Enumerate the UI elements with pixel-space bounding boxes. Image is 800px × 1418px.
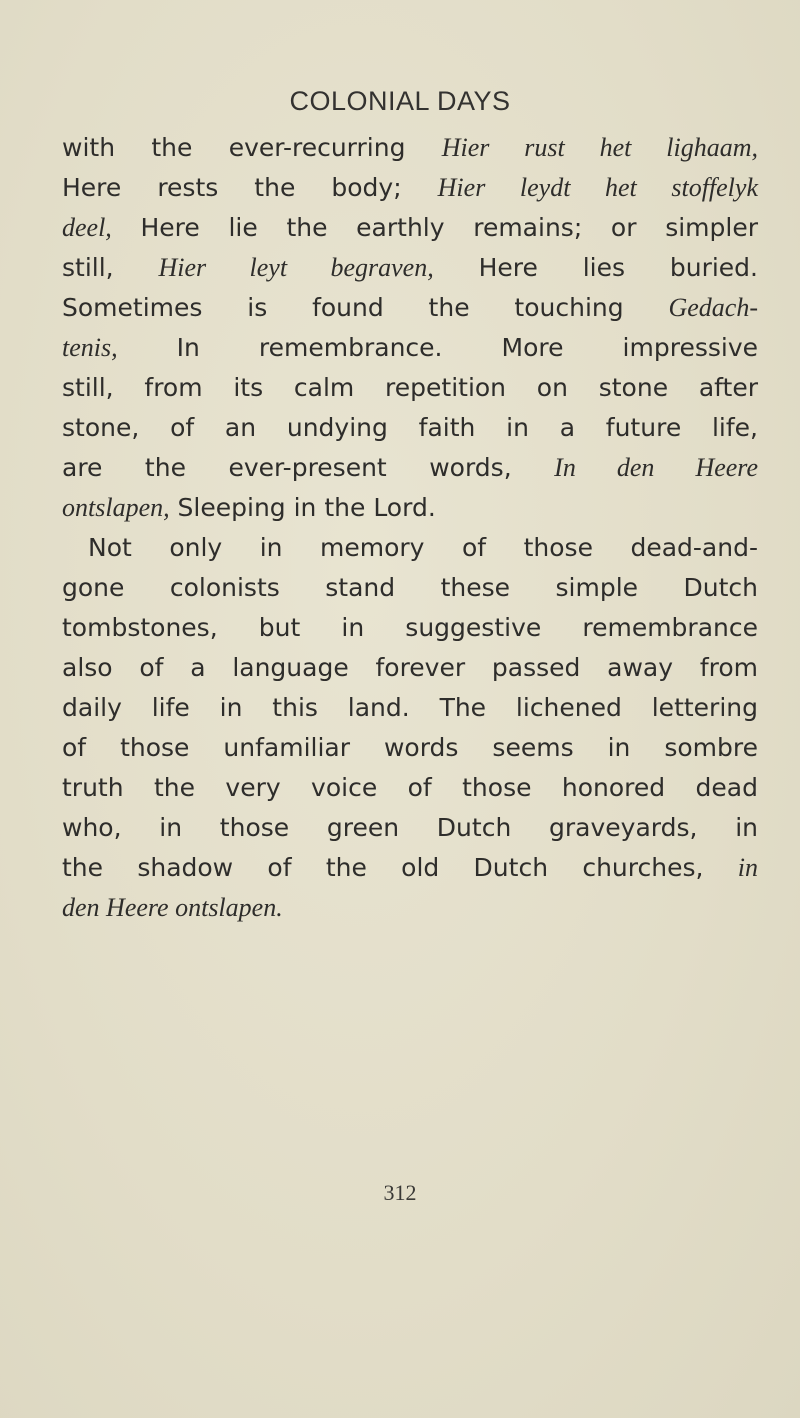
italic-dutch-phrase: in xyxy=(737,853,758,882)
italic-dutch-phrase: deel, xyxy=(62,213,112,242)
text-line: den Heere ontslapen. xyxy=(62,893,283,922)
page-number: 312 xyxy=(383,1180,417,1205)
italic-dutch-phrase: tenis, xyxy=(62,333,118,362)
italic-dutch-phrase: Hier leydt het stoffelyk xyxy=(437,173,758,202)
text-line xyxy=(62,128,758,168)
text-line: also of a language forever passed away from xyxy=(62,653,758,682)
text-line: Not only in memory of those dead-and- xyxy=(88,533,758,562)
text-line xyxy=(62,208,758,248)
text-line xyxy=(62,448,758,488)
text-span: with the ever-recurring xyxy=(62,133,442,162)
text-line xyxy=(62,328,758,368)
text-line xyxy=(62,848,758,888)
running-head: COLONIAL DAYS xyxy=(289,86,511,116)
italic-dutch-phrase: ontslapen, xyxy=(62,493,170,522)
text-line: still, from its calm repetition on stone after xyxy=(62,373,758,402)
text-line: daily life in this land. The lichened lettering xyxy=(62,693,758,722)
text-line: who, in those green Dutch graveyards, in xyxy=(62,813,758,842)
text-line xyxy=(62,248,758,288)
text-span: Sleeping in the Lord. xyxy=(169,493,436,522)
text-line: of those unfamiliar words seems in sombre xyxy=(62,733,758,762)
text-line: tombstones, but in suggestive remembrance xyxy=(62,613,758,642)
italic-dutch-phrase: Hier leyt begraven, xyxy=(158,253,434,282)
text-line: truth the very voice of those honored dead xyxy=(62,773,758,802)
text-line: gone colonists stand these simple Dutch xyxy=(62,573,758,602)
paragraph-1 xyxy=(62,128,758,528)
text-span: still, xyxy=(62,253,159,282)
text-span: In remembrance. More impressive xyxy=(117,333,758,362)
paragraph-2 xyxy=(62,528,758,928)
text-line xyxy=(62,488,758,528)
italic-dutch-phrase: Gedach- xyxy=(668,293,758,322)
text-span: Here lies buried. xyxy=(433,253,758,282)
italic-dutch-phrase: In den Heere xyxy=(554,453,758,482)
text-span: are the ever-present words, xyxy=(62,453,555,482)
body-text xyxy=(62,128,758,928)
text-span: the shadow of the old Dutch churches, xyxy=(62,853,738,882)
text-line xyxy=(62,168,758,208)
text-span: Here rests the body; xyxy=(62,173,438,202)
italic-dutch-phrase: Hier rust het lighaam, xyxy=(441,133,758,162)
text-span: Sometimes is found the touching xyxy=(62,293,669,322)
text-line: stone, of an undying faith in a future life, xyxy=(62,413,758,442)
text-line xyxy=(62,288,758,328)
text-span: Here lie the earthly remains; or simpler xyxy=(111,213,758,242)
